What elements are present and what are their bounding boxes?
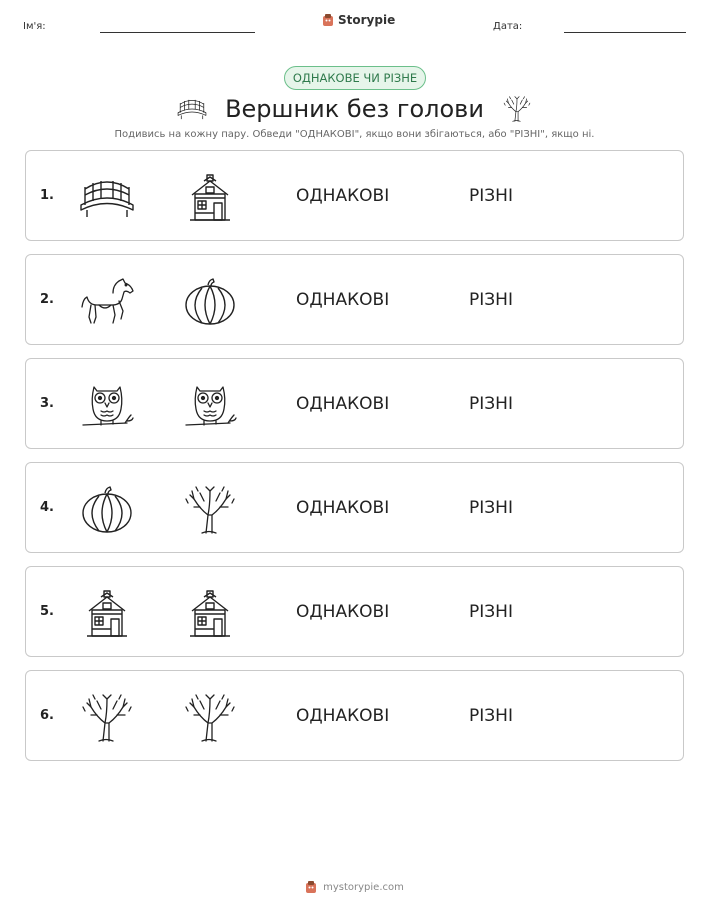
same-option[interactable]: ОДНАКОВІ (296, 601, 390, 622)
different-option[interactable]: РІЗНІ (469, 705, 513, 726)
different-option[interactable]: РІЗНІ (469, 185, 513, 206)
question-number: 3. (40, 396, 54, 411)
name-line[interactable] (100, 32, 255, 33)
schoolhouse-icon (79, 589, 135, 639)
question-card (25, 670, 684, 761)
tree-icon (79, 693, 135, 743)
schoolhouse-icon (182, 173, 238, 223)
worksheet-type-badge: ОДНАКОВЕ ЧИ РІЗНЕ (284, 66, 426, 90)
storypie-mascot-icon (322, 13, 334, 27)
same-option[interactable]: ОДНАКОВІ (296, 497, 390, 518)
different-option[interactable]: РІЗНІ (469, 601, 513, 622)
question-card (25, 462, 684, 553)
same-option[interactable]: ОДНАКОВІ (296, 289, 390, 310)
question-card (25, 358, 684, 449)
tree-icon (502, 94, 532, 124)
bridge-icon (79, 173, 135, 223)
question-card (25, 150, 684, 241)
footer-url[interactable]: mystorypie.com (323, 881, 404, 893)
page-title: Вершник без голови (225, 95, 484, 123)
question-number: 4. (40, 500, 54, 515)
different-option[interactable]: РІЗНІ (469, 497, 513, 518)
different-option[interactable]: РІЗНІ (469, 289, 513, 310)
owl-icon (182, 381, 238, 431)
question-number: 5. (40, 604, 54, 619)
horse-icon (79, 277, 135, 327)
different-option[interactable]: РІЗНІ (469, 393, 513, 414)
footer (0, 880, 709, 894)
question-number: 6. (40, 708, 54, 723)
title-row (0, 92, 709, 126)
instructions: Подивись на кожну пару. Обведи "ОДНАКОВІ", якщо вони збігаються, або "РІЗНІ", якщо ні. (114, 129, 595, 140)
tree-icon (182, 485, 238, 535)
date-line[interactable] (564, 32, 686, 33)
name-label: Ім'я: (23, 21, 46, 32)
same-option[interactable]: ОДНАКОВІ (296, 393, 390, 414)
pumpkin-icon (79, 485, 135, 535)
question-number: 1. (40, 188, 54, 203)
question-card (25, 566, 684, 657)
schoolhouse-icon (182, 589, 238, 639)
pumpkin-icon (182, 277, 238, 327)
same-option[interactable]: ОДНАКОВІ (296, 185, 390, 206)
date-label: Дата: (493, 21, 523, 32)
storypie-logo (322, 13, 395, 27)
same-option[interactable]: ОДНАКОВІ (296, 705, 390, 726)
logo-text: Storypie (338, 13, 396, 27)
owl-icon (79, 381, 135, 431)
bridge-icon (177, 94, 207, 124)
question-number: 2. (40, 292, 54, 307)
tree-icon (182, 693, 238, 743)
question-card (25, 254, 684, 345)
storypie-mascot-icon (305, 880, 317, 894)
